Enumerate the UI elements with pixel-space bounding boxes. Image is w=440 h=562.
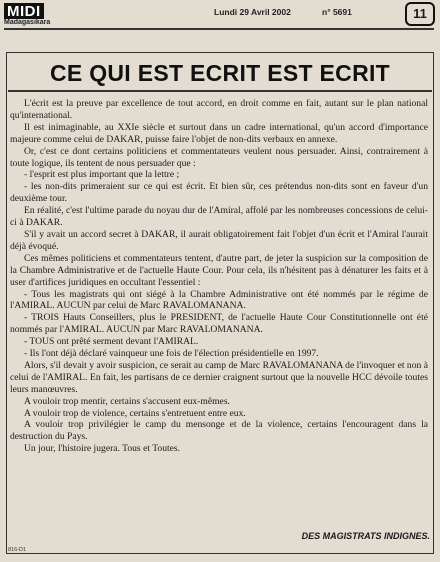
headline-divider [8,90,432,92]
article-paragraph: Un jour, l'histoire jugera. Tous et Toutes. [24,443,181,455]
article-paragraph: Alors, s'il devait y avoir suspicion, ce serait au camp de Marc RAVALOMANANA de l'invoquer et non à celui de l'AMIRAL. En fait, les partisans de ce dernier craignent surtout que la nouvelle HCC dévoile toutes leurs manœuvres. [10,359,428,395]
article-paragraph: A vouloir trop privilégier le camp du mensonge et de la violence, certains l'encouragent dans la destruction du Pays. [10,419,428,443]
article-paragraph: S'il y avait un accord secret à DAKAR, il aurait obligatoirement fait l'objet d'un écrit et l'Amiral l'aurait déjà évoqué. [10,228,428,252]
article-paragraph: Il est inimaginable, au XXIe siècle et surtout dans un cadre international, qu'un accord d'importance majeure comme celui de DAKAR, puisse faire l'objet de non-dits verbaux en annexe. [10,121,428,145]
page-number: 11 [405,2,435,26]
newspaper-header [0,0,440,34]
article-list-item: - les non-dits primeraient sur ce qui est écrit. Et bien sûr, ces prétendus non-dits sont en faveur d'un deuxième tour. [10,181,428,205]
issue-number: n° 5691 [322,7,352,17]
article-body [10,98,428,455]
article-paragraph: Or, c'est ce dont certains politiciens et commentateurs veulent nous persuader. Ainsi, contrairement à toute logique, ils tentent de nous persuader que : [10,145,428,169]
article-signature: DES MAGISTRATS INDIGNES. [301,531,430,541]
newspaper-logo: MIDI [4,3,44,19]
footer-code: 816-D1 [8,547,27,553]
article-list-item: - Tous les magistrats qui ont siégé à la Chambre Administrative ont été nommés par le régime de l'AMIRAL. AUCUN par celui de Marc RAVALOMANANA. [10,288,428,312]
article-list-item: - TROIS Hauts Conseillers, plus le PRESIDENT, de l'actuelle Haute Cour Constitutionnelle ont été nommés par l'AMIRAL. AUCUN par Marc RAVALOMANANA. [10,312,428,336]
header-divider [4,28,434,30]
article-paragraph: A vouloir trop mentir, certains s'accusent eux-mêmes. [24,395,230,407]
article-list-item: - TOUS ont prêté serment devant l'AMIRAL. [24,336,199,348]
article-paragraph: Ces mêmes politiciens et commentateurs tentent, d'autre part, de jeter la suspicion sur la composition de la Chambre Administrative et de l'actuelle Haute Cour. Pour cela, ils n'hésitent pas à dénaturer les faits et à user d'artifices juridiques en occultant l'essentiel : [10,252,428,288]
article-list-item: - Ils l'ont déjà déclaré vainqueur une fois de l'élection présidentielle en 1997. [24,348,319,360]
article-list-item: - l'esprit est plus important que la lettre ; [24,169,180,181]
article-paragraph: En réalité, c'est l'ultime parade du noyau dur de l'Amiral, affolé par les nombreuses concessions de celui-ci à DAKAR. [10,205,428,229]
newspaper-logo-subtitle: Madagasikara [4,19,51,26]
article-headline: CE QUI EST ECRIT EST ECRIT [49,60,391,86]
article-paragraph: L'écrit est la preuve par excellence de tout accord, en droit comme en fait, autant sur le plan national qu'international. [10,98,428,121]
publication-date: Lundi 29 Avril 2002 [214,7,291,17]
article-paragraph: A vouloir trop de violence, certains s'entretuent entre eux. [24,407,246,419]
